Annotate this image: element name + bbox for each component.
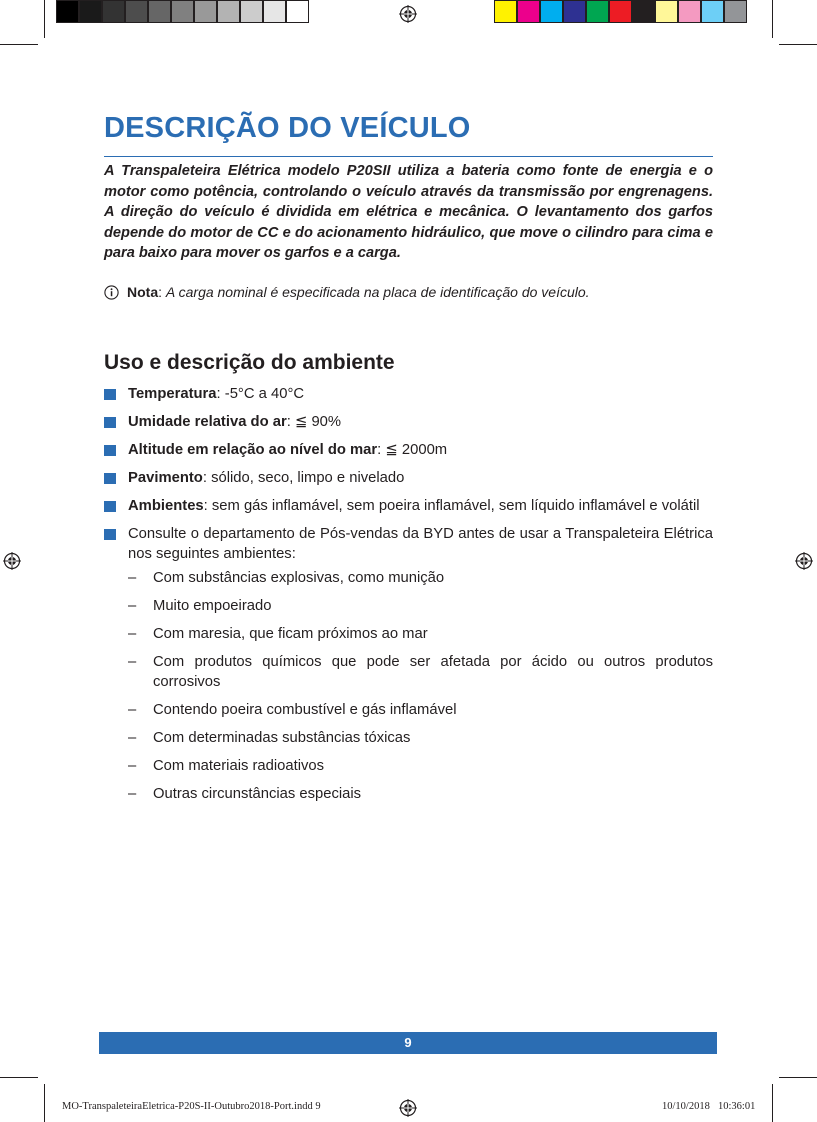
sublist-item-text: Contendo poeira combustível e gás inflamável xyxy=(153,702,457,718)
crop-mark xyxy=(772,0,773,38)
sublist-item xyxy=(128,652,713,692)
sublist-item-text: Muito empoeirado xyxy=(153,598,272,614)
item-text: : -5°C a 40°C xyxy=(216,386,305,402)
item-label: Umidade relativa do ar xyxy=(128,414,287,430)
sublist-item-text: Com produtos químicos que pode ser afetada por ácido ou outros produtos corrosivos xyxy=(153,654,713,690)
square-bullet-icon xyxy=(104,473,116,484)
crop-mark xyxy=(772,1084,773,1122)
intro-paragraph: A Transpaleteira Elétrica modelo P20SII utiliza a bateria como fonte de energia e o motor como potência, controlando o veículo através da transmissão por engrenagens. A direção do veículo é dividida em elétrica e mecânica. O levantamento dos garfos depende do motor de CC e do acionamento hidráulico, que move o cilindro para cima e para baixo para mover os garfos e a carga. xyxy=(104,163,713,261)
note-text: A carga nominal é especificada na placa de identificação do veículo. xyxy=(165,284,590,300)
color-swatch xyxy=(56,0,79,23)
color-swatch xyxy=(102,0,125,23)
square-bullet-icon xyxy=(104,417,116,428)
item-label: Altitude em relação ao nível do mar xyxy=(128,442,378,458)
dash-bullet: – xyxy=(128,786,137,802)
note-separator: : xyxy=(158,284,166,300)
sublist-item xyxy=(128,784,713,804)
color-swatch xyxy=(217,0,240,23)
crop-mark xyxy=(44,1084,45,1122)
crop-mark xyxy=(0,44,38,45)
color-swatch xyxy=(517,0,540,23)
environment-list xyxy=(104,384,713,812)
square-bullet-icon xyxy=(104,529,116,540)
crop-mark xyxy=(779,44,817,45)
color-swatch xyxy=(632,0,655,23)
dash-bullet: – xyxy=(128,702,137,718)
color-bar-grayscale xyxy=(56,0,309,24)
sublist-item-text: Com maresia, que ficam próximos ao mar xyxy=(153,626,428,642)
dash-bullet: – xyxy=(128,730,137,746)
dash-bullet: – xyxy=(128,598,137,614)
title-underline xyxy=(104,156,713,157)
slug-date: 10/10/2018 xyxy=(662,1101,710,1112)
color-swatch xyxy=(609,0,632,23)
color-swatch xyxy=(194,0,217,23)
item-label: Ambientes xyxy=(128,498,204,514)
section-title: Uso e descrição do ambiente xyxy=(104,351,395,374)
item-text: : sem gás inflamável, sem poeira inflamável, sem líquido inflamável e volátil xyxy=(203,498,700,514)
list-item xyxy=(104,524,713,804)
slug-time: 10:36:01 xyxy=(718,1101,756,1112)
color-swatch xyxy=(701,0,724,23)
consult-text: Consulte o departamento de Pós-vendas da BYD antes de usar a Transpaleteira Elétrica nos seguintes ambientes: xyxy=(128,526,713,562)
item-label: Temperatura xyxy=(128,386,217,402)
item-text: : ≦ 2000m xyxy=(377,442,448,458)
dash-bullet: – xyxy=(128,654,137,670)
sublist-item-text: Com materiais radioativos xyxy=(153,758,325,774)
square-bullet-icon xyxy=(104,389,116,400)
square-bullet-icon xyxy=(104,501,116,512)
color-swatch xyxy=(240,0,263,23)
list-item xyxy=(104,412,713,432)
item-label: Pavimento xyxy=(128,470,203,486)
footer-bar xyxy=(99,1032,717,1054)
color-swatch xyxy=(586,0,609,23)
registration-mark-icon xyxy=(3,552,21,570)
dash-bullet: – xyxy=(128,626,137,642)
square-bullet-icon xyxy=(104,445,116,456)
color-swatch xyxy=(494,0,517,23)
note xyxy=(104,282,714,302)
sublist-item-text: Com substâncias explosivas, como munição xyxy=(153,570,445,586)
color-swatch xyxy=(655,0,678,23)
item-text: : sólido, seco, limpo e nivelado xyxy=(202,470,405,486)
crop-mark xyxy=(0,1077,38,1078)
color-swatch xyxy=(563,0,586,23)
color-swatch xyxy=(148,0,171,23)
hazard-sublist xyxy=(128,568,713,804)
color-swatch xyxy=(263,0,286,23)
registration-mark-icon xyxy=(399,1099,417,1117)
crop-mark xyxy=(44,0,45,38)
sublist-item xyxy=(128,596,713,616)
color-bar-process xyxy=(494,0,747,24)
color-swatch xyxy=(171,0,194,23)
registration-mark-icon xyxy=(795,552,813,570)
note-label: Nota xyxy=(127,284,159,300)
color-swatch xyxy=(540,0,563,23)
item-text: : ≦ 90% xyxy=(286,414,342,430)
dash-bullet: – xyxy=(128,758,137,774)
sublist-item-text: Outras circunstâncias especiais xyxy=(153,786,362,802)
color-swatch xyxy=(724,0,747,23)
page-number: 9 xyxy=(404,1035,412,1050)
list-item xyxy=(104,440,713,460)
sublist-item xyxy=(128,728,713,748)
crop-mark xyxy=(779,1077,817,1078)
sublist-item-text: Com determinadas substâncias tóxicas xyxy=(153,730,411,746)
sublist-item xyxy=(128,756,713,776)
color-swatch xyxy=(79,0,102,23)
color-swatch xyxy=(678,0,701,23)
sublist-item xyxy=(128,700,713,720)
color-swatch xyxy=(125,0,148,23)
list-item xyxy=(104,384,713,404)
sublist-item xyxy=(128,624,713,644)
info-icon xyxy=(104,285,119,300)
list-item xyxy=(104,468,713,488)
list-item xyxy=(104,496,713,516)
registration-mark-icon xyxy=(399,5,417,23)
slug-filename: MO-TranspaleteiraEletrica-P20S-II-Outubro2018-Port.indd 9 xyxy=(62,1101,321,1112)
page-title: DESCRIÇÃO DO VEÍCULO xyxy=(104,112,471,144)
dash-bullet: – xyxy=(128,570,137,586)
sublist-item xyxy=(128,568,713,588)
color-swatch xyxy=(286,0,309,23)
